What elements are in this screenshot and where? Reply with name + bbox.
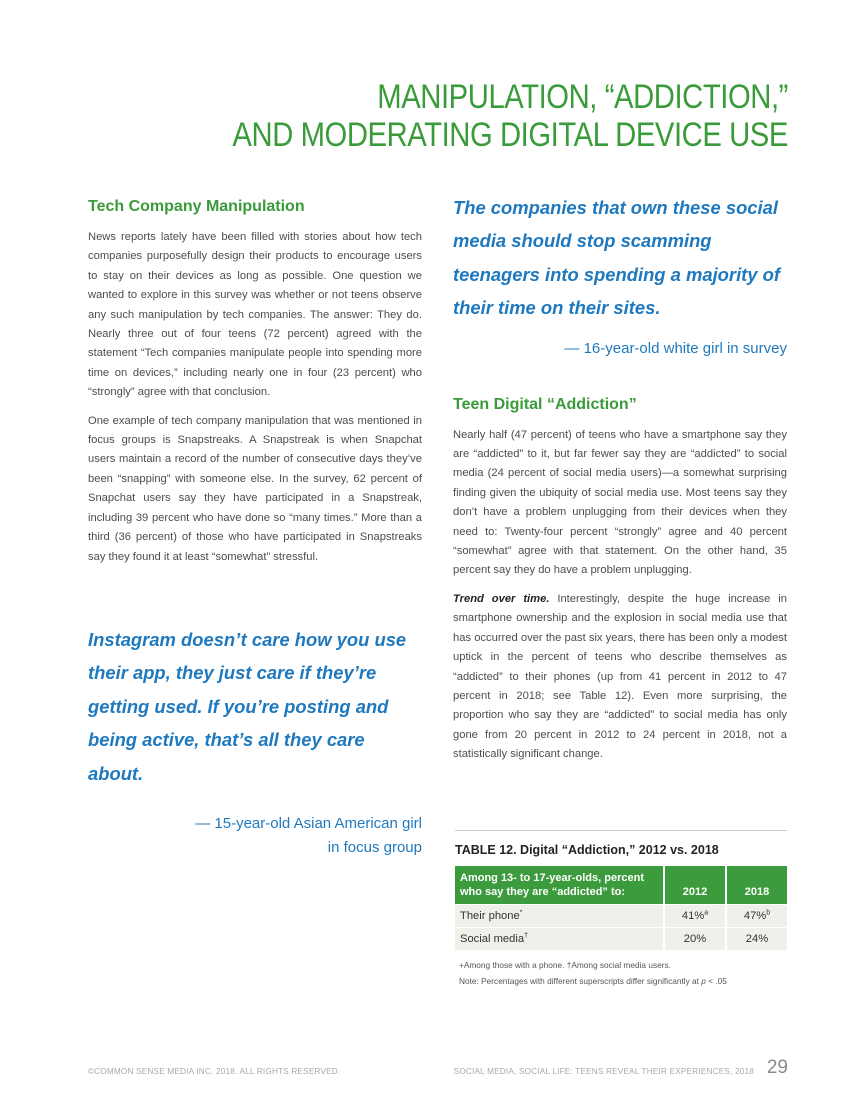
page-title-line-1: MANIPULATION, “ADDICTION,” — [377, 78, 788, 116]
table-row — [455, 927, 787, 950]
cell-phone-2018: 47%$^b$ — [725, 904, 787, 927]
cell-social-2018: 24% — [725, 927, 787, 950]
table-header-2018: 2018 — [725, 866, 787, 904]
footer-copyright: ©COMMON SENSE MEDIA INC. 2018. ALL RIGHTS RESERVED. — [88, 1067, 341, 1076]
paragraph-manipulation-1: News reports lately have been filled with stories about how tech companies purposefully design their products to encourage users to stay on their devices as long as possible. One question we wanted to explore in this survey was whether or not teens observe any such manipulation by tech companies. The answer: They do. Nearly three out of four teens (72 percent) agreed with the statement “Tech companies manipulate people into spending more time on devices,” including nearly one in four (23 percent) who “strongly” agree with that conclusion. — [88, 231, 422, 399]
table-row — [455, 904, 787, 927]
pull-quote-instagram: Instagram doesn’t care how you use their app, they just care if they’re getting used. If you’re posting and being active, that’s all they care about. — [88, 628, 407, 784]
attribution-line-2: in focus group — [327, 838, 422, 856]
table-header-label: Among 13- to 17-year-olds, percent who say they are “addicted” to: — [455, 866, 663, 904]
footer-report-title: SOCIAL MEDIA, SOCIAL LIFE: TEENS REVEAL THEIR EXPERIENCES, 2018 — [453, 1067, 754, 1076]
trend-text: Interestingly, despite the huge increase in smartphone ownership and the explosion in social media use that has occurred over the past six years, there has been only a modest uptick in the percent of teens who describe themselves as “addicted” to their phones (up from 41 percent in 2012 to 47 percent in 2018; see Table 12). Even more surprising, the proportion who say they are “addicted” to social media has only gone from 20 percent in 2012 to 24 percent in 2018, not a statistically significant change. — [453, 592, 787, 761]
addiction-table — [455, 866, 787, 950]
attribution-line-1: — 15-year-old Asian American girl — [195, 814, 422, 832]
table-header-row — [455, 866, 787, 904]
right-column — [453, 196, 787, 765]
row-label-phone: Their phone* — [455, 904, 663, 927]
paragraph-manipulation-2: One example of tech company manipulation that was mentioned in focus groups is Snapstreaks. A Snapstreak is when Snapchat users maintain a record of the number of consecutive days they’ve been “snapping” with someone else. In the survey, 62 percent of Snapchat users say they have participated in a Snapstreak, including 39 percent who have done so “many times.” More than a third (36 percent) of those who have participated in Snapstreaks say they found it at least “somewhat” stressful. — [88, 414, 422, 563]
table-header-2012: 2012 — [663, 866, 725, 904]
cell-social-2012: 20% — [663, 927, 725, 950]
left-column — [88, 196, 422, 860]
quote-attribution-instagram — [88, 812, 422, 860]
paragraph-addiction-1: Nearly half (47 percent) of teens who have a smartphone say they are “addicted” to it, but far fewer say they are “addicted” to social media (24 percent of social media users)—a somewhat surprising finding given the ubiquity of social media use. Most teens say they don’t have a problem unplugging from their devices when they need to: Twenty-four percent “strongly” agree and 40 percent “somewhat” agree with that statement. On the other hand, 35 percent say they do have a problem unplugging. — [453, 428, 787, 577]
pull-quote-companies: The companies that own these social media should stop scamming teenagers into spending a majority of their time on their sites. — [453, 197, 780, 319]
page-title-line-2: AND MODERATING DIGITAL DEVICE USE — [232, 116, 788, 154]
table-caption: TABLE 12. Digital “Addiction,” 2012 vs. 2018 — [455, 843, 719, 857]
section-heading-manipulation: Tech Company Manipulation — [88, 198, 305, 215]
paragraph-trend — [453, 590, 787, 765]
quote-attribution-companies: — 16-year-old white girl in survey — [564, 339, 787, 357]
row-label-social-media: Social media† — [455, 927, 663, 950]
cell-phone-2012: 41%$^a$ — [663, 904, 725, 927]
table-significance-note: Note: Percentages with different superscripts differ significantly at p < .05 — [459, 976, 727, 986]
page-number: 29 — [766, 1057, 788, 1078]
page-title — [232, 78, 788, 154]
section-heading-addiction: Teen Digital “Addiction” — [453, 395, 637, 413]
table-divider — [455, 830, 787, 831]
table-footnote: +Among those with a phone. †Among social media users. — [459, 960, 671, 970]
trend-label: Trend over time. — [453, 592, 550, 605]
